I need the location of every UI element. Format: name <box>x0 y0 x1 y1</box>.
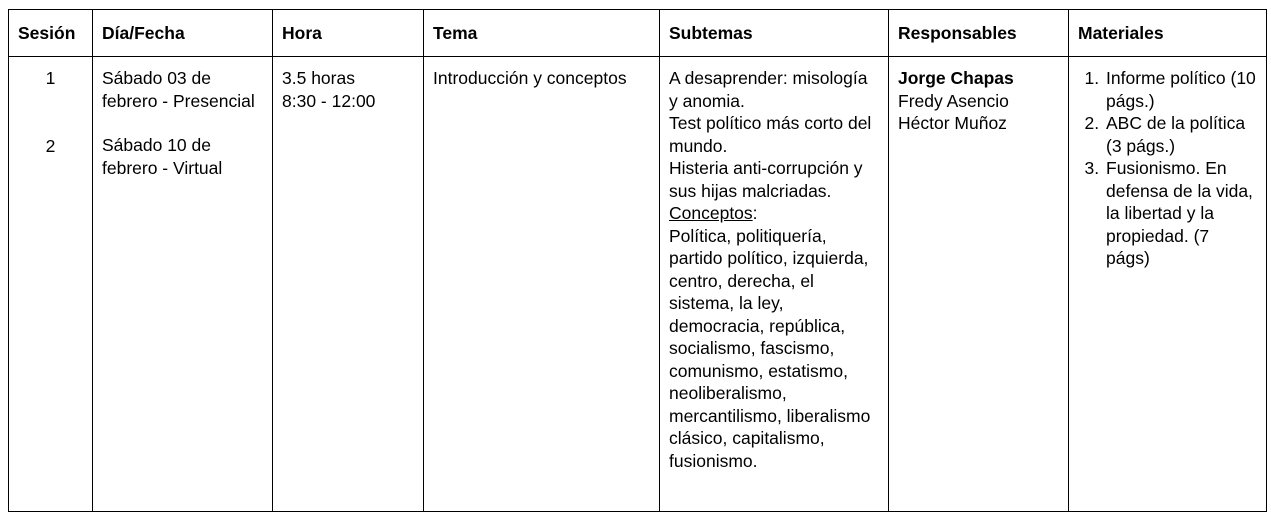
subtopic-intro: A desaprender: misología y anomia. <box>669 68 868 111</box>
topic-text: Introducción y conceptos <box>433 68 627 88</box>
material-item-3: 3. Fusionismo. En defensa de la vida, la libertad y la propiedad. (7 págs) <box>1104 157 1257 270</box>
cell-sesion <box>9 57 93 512</box>
session-number-2: 2 <box>45 135 56 156</box>
responsible-2: Fredy Asencio <box>898 90 1009 111</box>
cell-subtemas <box>660 57 889 512</box>
header-sesion: Sesión <box>9 10 93 57</box>
header-hora: Hora <box>273 10 424 57</box>
date-session-1: Sábado 03 de febrero - Presencial <box>102 68 255 111</box>
cell-hora <box>273 57 424 512</box>
header-responsables: Responsables <box>889 10 1069 57</box>
subtopic-test: Test político más corto del mundo. <box>669 113 872 156</box>
duration-text: 3.5 horas <box>282 68 355 88</box>
responsible-3: Héctor Muñoz <box>898 113 1007 133</box>
lead-responsible: Jorge Chapas <box>898 68 1014 88</box>
table-row <box>9 57 1267 512</box>
material-item-1: 1. Informe político (10 págs.) <box>1104 67 1257 112</box>
time-range-text: 8:30 - 12:00 <box>282 90 376 111</box>
material-item-2: 2. ABC de la política (3 págs.) <box>1104 112 1257 157</box>
subtopic-histeria: Histeria anti-corrupción y sus hijas malcriadas. <box>669 158 863 201</box>
session-schedule-table <box>8 9 1267 512</box>
cell-materiales <box>1069 57 1267 512</box>
session-number-1: 1 <box>45 68 56 88</box>
header-tema: Tema <box>424 10 660 57</box>
header-fecha: Día/Fecha <box>93 10 273 57</box>
concepts-list: Política, politiquería, partido político, izquierda, centro, derecha, el sistema, la ley, democracia, república, socialismo, fascismo, comunismo, estatismo, neoliberalismo, mercantilismo, liberalismo clásico, capitalismo, fusionismo. <box>669 225 871 471</box>
header-subtemas: Subtemas <box>660 10 889 57</box>
materials-list <box>1078 67 1257 270</box>
concepts-colon: : <box>752 203 758 223</box>
header-row <box>9 10 1267 57</box>
cell-responsables <box>889 57 1069 512</box>
cell-fecha <box>93 57 273 512</box>
header-materiales: Materiales <box>1069 10 1267 57</box>
concepts-heading <box>669 202 879 225</box>
cell-tema <box>424 57 660 512</box>
date-session-2: Sábado 10 de febrero - Virtual <box>102 135 223 178</box>
concepts-label: Conceptos <box>669 203 753 223</box>
